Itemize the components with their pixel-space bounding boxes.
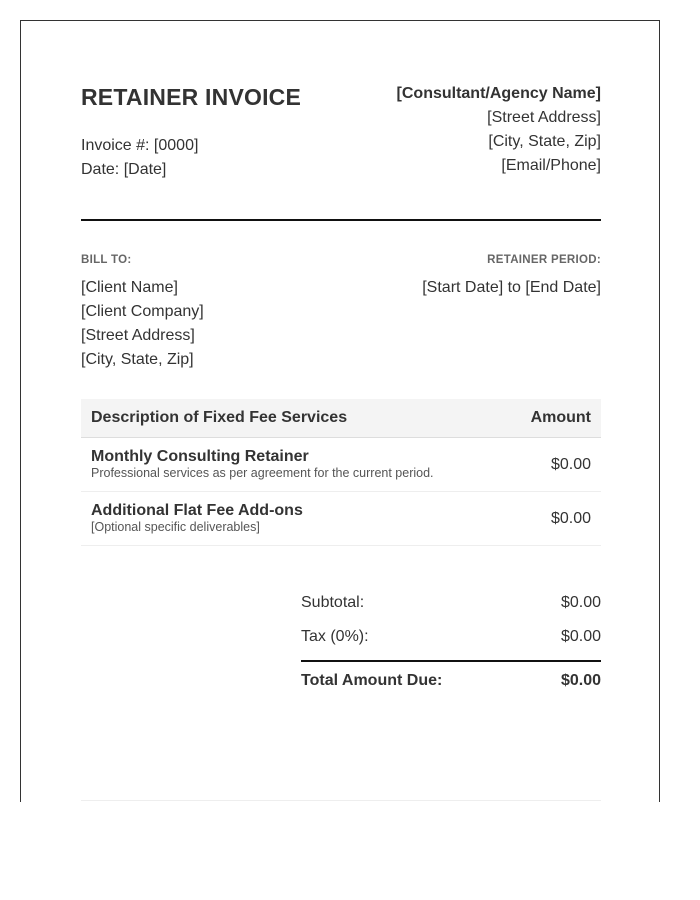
consultant-name: [Consultant/Agency Name] — [396, 85, 601, 102]
tax-value: $0.00 — [560, 628, 601, 645]
totals-section — [301, 592, 601, 704]
amount-header: Amount — [507, 399, 601, 438]
item-amount: $0.00 — [507, 492, 601, 546]
subtotal-label: Subtotal: — [301, 594, 365, 611]
total-value: $0.00 — [560, 672, 601, 689]
item-cell — [81, 492, 507, 546]
item-title: Additional Flat Fee Add-ons — [91, 502, 303, 519]
subtotal-row — [301, 592, 601, 626]
bill-to-label: BILL TO: — [81, 254, 132, 266]
retainer-period-value: [Start Date] to [End Date] — [422, 279, 601, 296]
item-description: [Optional specific deliverables] — [91, 520, 260, 534]
invoice-header — [81, 21, 601, 221]
table-header-row — [81, 399, 601, 438]
consultant-city: [City, State, Zip] — [488, 133, 601, 150]
parties-section — [81, 221, 601, 399]
consultant-info — [397, 82, 601, 178]
total-label: Total Amount Due: — [301, 672, 443, 689]
retainer-period-label: RETAINER PERIOD: — [487, 254, 601, 266]
item-amount: $0.00 — [507, 438, 601, 492]
invoice-number: Invoice #: [0000] — [81, 137, 199, 154]
total-row — [301, 660, 601, 704]
item-cell — [81, 438, 507, 492]
bill-to-block — [81, 252, 204, 372]
invoice-sheet — [20, 20, 660, 802]
footer-divider — [81, 800, 601, 801]
subtotal-value: $0.00 — [560, 594, 601, 611]
client-street: [Street Address] — [81, 327, 195, 344]
description-header: Description of Fixed Fee Services — [81, 399, 507, 438]
table-row — [81, 492, 601, 546]
client-city: [City, State, Zip] — [81, 351, 194, 368]
tax-label: Tax (0%): — [301, 628, 369, 645]
invoice-title: RETAINER INVOICE — [81, 84, 302, 110]
invoice-date: Date: [Date] — [81, 161, 167, 178]
client-name: [Client Name] — [81, 279, 178, 296]
consultant-contact: [Email/Phone] — [501, 157, 601, 174]
item-title: Monthly Consulting Retainer — [91, 448, 309, 465]
retainer-period-block — [422, 252, 601, 300]
consultant-street: [Street Address] — [487, 109, 601, 126]
item-description: Professional services as per agreement for the current period. — [91, 466, 434, 480]
table-row — [81, 438, 601, 492]
tax-row — [301, 626, 601, 660]
invoice-content — [81, 21, 601, 704]
client-company: [Client Company] — [81, 303, 204, 320]
invoice-meta — [81, 134, 198, 182]
services-table — [81, 399, 601, 546]
